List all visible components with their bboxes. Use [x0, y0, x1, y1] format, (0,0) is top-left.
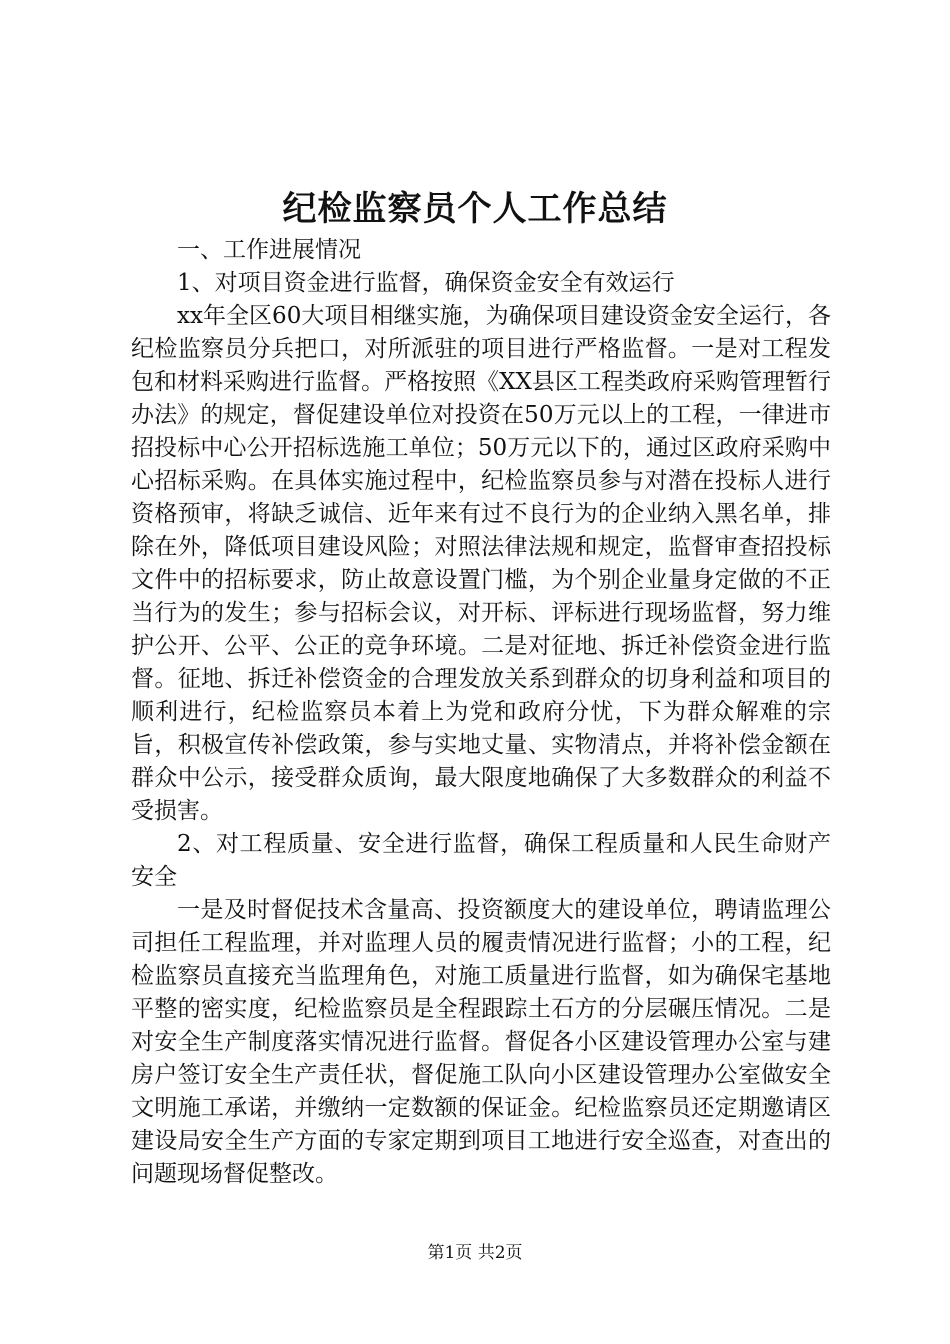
page-number-footer: 第1页 共2页	[427, 1243, 523, 1263]
document-body	[131, 234, 831, 1191]
subsection-heading: 1、对项目资金进行监督，确保资金安全有效运行	[177, 270, 675, 296]
body-paragraph: xx年全区60大项目相继实施，为确保项目建设资金安全运行，各纪检监察员分兵把口，对所派驻的项目进行严格监督。一是对工程发包和材料采购进行监督。严格按照《XX县区工程类政府采购管理暂行办法》的规定，督促建设单位对投资在50万元以上的工程，一律进市招投标中心公开招标选施工单位；50万元以下的，通过区政府采购中心招标采购。在具体实施过程中，纪检监察员参与对潜在投标人进行资格预审，将缺乏诚信、近年来有过不良行为的企业纳入黑名单，排除在外，降低项目建设风险；对照法律法规和规定，监督审查招投标文件中的招标要求，防止故意设置门槛，为个别企业量身定做的不正当行为的发生；参与招标会议，对开标、评标进行现场监督，努力维护公开、公平、公正的竞争环境。二是对征地、拆迁补偿资金进行监督。征地、拆迁补偿资金的合理发放关系到群众的切身利益和项目的顺利进行，纪检监察员本着上为党和政府分忧，下为群众解难的宗旨，积极宣传补偿政策，参与实地丈量、实物清点，并将补偿金额在群众中公示，接受群众质询，最大限度地确保了大多数群众的利益不受损害。	[131, 303, 831, 824]
subsection-heading: 2、对工程质量、安全进行监督，确保工程质量和人民生命财产安全	[131, 831, 831, 890]
document-title: 纪检监察员个人工作总结	[282, 189, 668, 229]
body-paragraph: 一是及时督促技术含量高、投资额度大的建设单位，聘请监理公司担任工程监理，并对监理人员的履责情况进行监督；小的工程，纪检监察员直接充当监理角色，对施工质量进行监督，如为确保宅基地平整的密实度，纪检监察员是全程跟踪土石方的分层碾压情况。二是对安全生产制度落实情况进行监督。督促各小区建设管理办公室与建房户签订安全生产责任状，督促施工队向小区建设管理办公室做安全文明施工承诺，并缴纳一定数额的保证金。纪检监察员还定期邀请区建设局安全生产方面的专家定期到项目工地进行安全巡查，对查出的问题现场督促整改。	[131, 897, 831, 1187]
section-heading: 一、工作进展情况	[177, 237, 361, 263]
